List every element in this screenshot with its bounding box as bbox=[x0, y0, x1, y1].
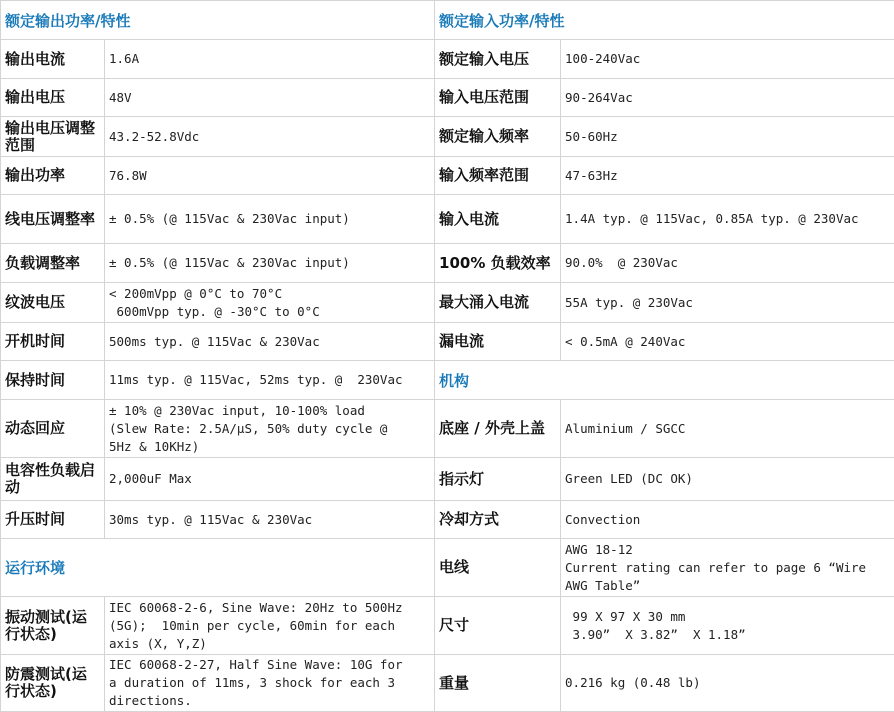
spec-value: 2,000uF Max bbox=[105, 458, 435, 501]
spec-value: 43.2-52.8Vdc bbox=[105, 117, 435, 157]
section-header-input: 额定输入功率/特性 bbox=[435, 1, 894, 40]
table-row bbox=[1, 400, 894, 458]
spec-label: 指示灯 bbox=[435, 458, 561, 501]
spec-label: 输入频率范围 bbox=[435, 157, 561, 195]
spec-value: < 0.5mA @ 240Vac bbox=[561, 323, 894, 361]
section-header-output: 额定输出功率/特性 bbox=[1, 1, 435, 40]
spec-label: 额定输入频率 bbox=[435, 117, 561, 157]
spec-label: 保持时间 bbox=[1, 361, 105, 400]
spec-value: 500ms typ. @ 115Vac & 230Vac bbox=[105, 323, 435, 361]
spec-label: 输出电流 bbox=[1, 40, 105, 79]
spec-value: 1.6A bbox=[105, 40, 435, 79]
spec-label: 输入电流 bbox=[435, 195, 561, 244]
spec-label: 防震测试(运行状态) bbox=[1, 655, 105, 712]
table-row bbox=[1, 501, 894, 539]
spec-value: 55A typ. @ 230Vac bbox=[561, 283, 894, 323]
spec-label: 动态回应 bbox=[1, 400, 105, 458]
spec-label: 电容性负载启动 bbox=[1, 458, 105, 501]
table-row bbox=[1, 597, 894, 655]
spec-value: IEC 60068-2-6, Sine Wave: 20Hz to 500Hz (5G); 10min per cycle, 60min for each axis (X, Y,Z) bbox=[105, 597, 435, 655]
spec-value: Convection bbox=[561, 501, 894, 539]
spec-value: < 200mVpp @ 0°C to 70°C 600mVpp typ. @ -30°C to 0°C bbox=[105, 283, 435, 323]
spec-label: 输出电压调整范围 bbox=[1, 117, 105, 157]
spec-label: 冷却方式 bbox=[435, 501, 561, 539]
spec-value: 76.8W bbox=[105, 157, 435, 195]
spec-value: ± 0.5% (@ 115Vac & 230Vac input) bbox=[105, 244, 435, 283]
spec-value: AWG 18-12 Current rating can refer to page 6 “Wire AWG Table” bbox=[561, 539, 894, 597]
table-row bbox=[1, 283, 894, 323]
spec-label: 重量 bbox=[435, 655, 561, 712]
table-row bbox=[1, 539, 894, 597]
spec-value: Green LED (DC OK) bbox=[561, 458, 894, 501]
spec-value: 99 X 97 X 30 mm 3.90” X 3.82” X 1.18” bbox=[561, 597, 894, 655]
spec-value: Aluminium / SGCC bbox=[561, 400, 894, 458]
spec-value: 90.0% @ 230Vac bbox=[561, 244, 894, 283]
spec-label: 输出电压 bbox=[1, 79, 105, 117]
spec-label: 底座 / 外壳上盖 bbox=[435, 400, 561, 458]
table-row bbox=[1, 323, 894, 361]
table-row bbox=[1, 655, 894, 712]
spec-label: 100% 负载效率 bbox=[435, 244, 561, 283]
table-row bbox=[1, 79, 894, 117]
spec-value: 1.4A typ. @ 115Vac, 0.85A typ. @ 230Vac bbox=[561, 195, 894, 244]
spec-label: 纹波电压 bbox=[1, 283, 105, 323]
table-row bbox=[1, 458, 894, 501]
spec-label: 额定输入电压 bbox=[435, 40, 561, 79]
spec-label: 线电压调整率 bbox=[1, 195, 105, 244]
spec-value: 100-240Vac bbox=[561, 40, 894, 79]
table-row bbox=[1, 244, 894, 283]
spec-label: 负载调整率 bbox=[1, 244, 105, 283]
table-row bbox=[1, 117, 894, 157]
section-header-mechanical: 机构 bbox=[435, 361, 894, 400]
spec-label: 电线 bbox=[435, 539, 561, 597]
table-row bbox=[1, 157, 894, 195]
spec-label: 漏电流 bbox=[435, 323, 561, 361]
spec-value: IEC 60068-2-27, Half Sine Wave: 10G for a duration of 11ms, 3 shock for each 3 directions. bbox=[105, 655, 435, 712]
spec-value: 90-264Vac bbox=[561, 79, 894, 117]
spec-value: 50-60Hz bbox=[561, 117, 894, 157]
spec-label: 输入电压范围 bbox=[435, 79, 561, 117]
spec-label: 振动测试(运行状态) bbox=[1, 597, 105, 655]
spec-label: 升压时间 bbox=[1, 501, 105, 539]
spec-value: 47-63Hz bbox=[561, 157, 894, 195]
table-row bbox=[1, 195, 894, 244]
section-header-environment: 运行环境 bbox=[1, 539, 435, 597]
spec-value: 30ms typ. @ 115Vac & 230Vac bbox=[105, 501, 435, 539]
spec-value: ± 0.5% (@ 115Vac & 230Vac input) bbox=[105, 195, 435, 244]
spec-label: 开机时间 bbox=[1, 323, 105, 361]
spec-value: ± 10% @ 230Vac input, 10-100% load (Slew Rate: 2.5A/μS, 50% duty cycle @ 5Hz & 10KHz) bbox=[105, 400, 435, 458]
table-row bbox=[1, 40, 894, 79]
spec-value: 11ms typ. @ 115Vac, 52ms typ. @ 230Vac bbox=[105, 361, 435, 400]
spec-value: 48V bbox=[105, 79, 435, 117]
table-row bbox=[1, 1, 894, 40]
spec-value: 0.216 kg (0.48 lb) bbox=[561, 655, 894, 712]
spec-label: 最大涌入电流 bbox=[435, 283, 561, 323]
table-row bbox=[1, 361, 894, 400]
spec-label: 输出功率 bbox=[1, 157, 105, 195]
spec-label: 尺寸 bbox=[435, 597, 561, 655]
